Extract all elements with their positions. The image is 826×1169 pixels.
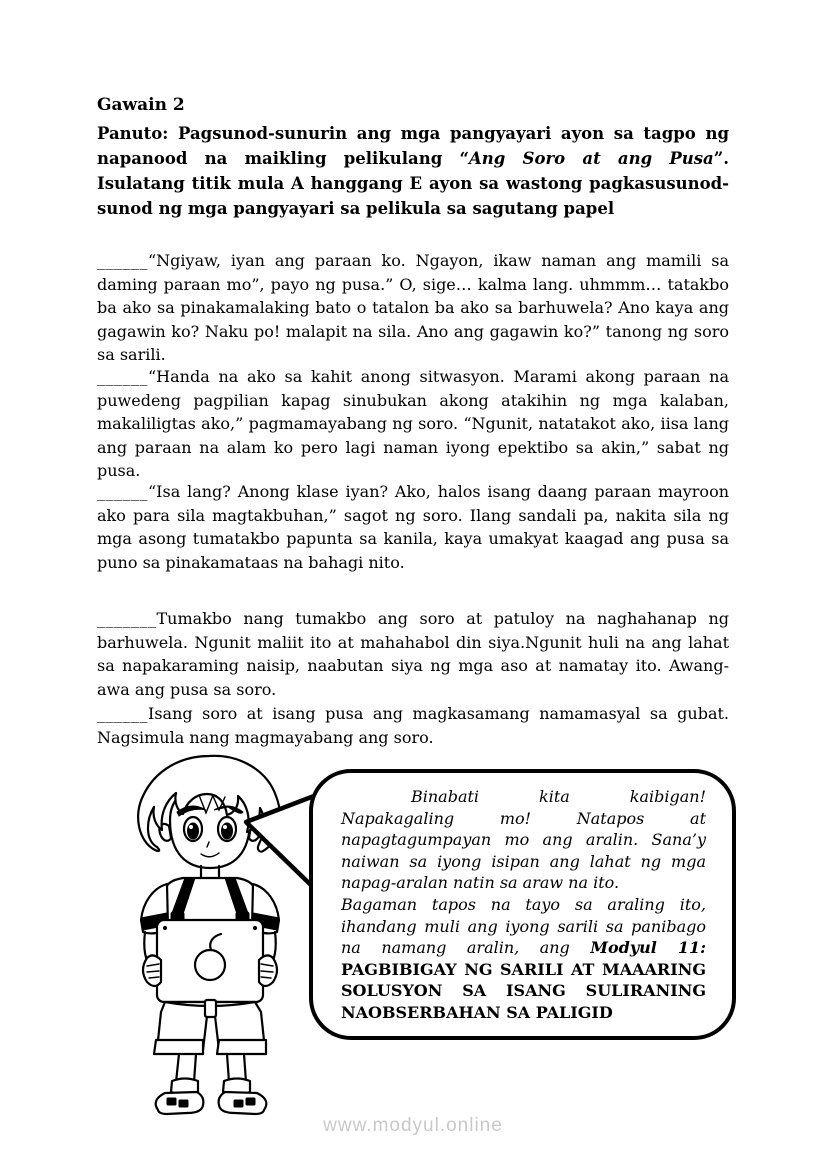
- instructions-paragraph: [97, 121, 729, 221]
- module-label: Modyul 11:: [590, 938, 706, 958]
- sequence-item-5: [97, 702, 729, 749]
- sequence-item-4: [97, 607, 729, 701]
- watermark-url: www.modyul.online: [323, 1115, 503, 1136]
- bubble-paragraph-2: [341, 894, 706, 1024]
- speech-bubble-tail: [240, 792, 316, 892]
- sequence-item-5-text: Isang soro at isang pusa ang magkasamang namamasyal sa gubat. Nagsimula nang magmayabang ang soro.: [97, 704, 729, 747]
- answer-blank-2: ______: [97, 367, 148, 386]
- module-title: PAGBIBIGAY NG SARILI AT MAAARING SOLUSYON SA ISANG SULIRANING NAOBSERBAHAN SA PALIGID: [341, 959, 706, 1022]
- instructions-prefix: Panuto: Pagsunod-sunurin ang mga pangyayari ayon sa tagpo ng napanood na maikling pelikulang “: [97, 124, 729, 168]
- sequence-item-4-text: Tumakbo nang tumakbo ang soro at patuloy na naghahanap ng barhuwela. Ngunit maliit ito at mahahabol din siya.Ngunit huli na ang lahat sa napakaraming naisip, naabutan siya ng mga aso at namatay ito. Awang-awa ang pusa sa soro.: [97, 609, 729, 699]
- bubble-paragraph-2-text: Bagaman tapos na tayo sa araling ito, ihandang muli ang iyong sarili sa panibago na namang aralin, ang: [341, 894, 706, 958]
- answer-blank-1: ______: [97, 251, 148, 270]
- instructions-suffix: ”. Isulatang titik mula A hanggang E ayon sa wastong pagkasusunod-sunod ng mga pangyayari sa pelikula sa sagutang papel: [97, 149, 730, 218]
- activity-heading: Gawain 2: [97, 95, 185, 115]
- sequence-item-2: [97, 365, 729, 483]
- bubble-paragraph-1: Binabati kita kaibigan! Napakagaling mo! Natapos at napagtagumpayan mo ang aralin. Sana’y naiwan sa iyong isipan ang lahat ng mga napag-aralan natin sa araw na ito.: [341, 787, 706, 893]
- sequence-item-3-text: “Isa lang? Anong klase iyan? Ako, halos isang daang paraan mayroon ako para sila magtakbuhan,” sagot ng soro. Ilang sandali pa, nakita sila ng mga asong tumatakbo papunta sa kanila, kaya umakyat kaagad ang pusa sa puno sa pinakamataas na bahagi nito.: [97, 482, 729, 572]
- answer-blank-5: ______: [97, 704, 148, 723]
- answer-blank-3: ______: [97, 482, 148, 501]
- sequence-item-3: [97, 480, 729, 574]
- sequence-item-1-text: “Ngiyaw, iyan ang paraan ko. Ngayon, ikaw naman ang mamili sa daming paraan mo”, payo ng pusa.” O, sige… kalma lang. uhmmm… tatakbo ba ako sa pinakamalaking bato o tatalon ba ako sa barhuwela? Ano kaya ang gagawin ko? Naku po! malapit na sila. Ano ang gagawin ko?” tanong ng soro sa sarili.: [97, 251, 729, 364]
- sequence-item-1: [97, 249, 729, 367]
- speech-bubble: [309, 769, 736, 1040]
- sequence-item-2-text: “Handa na ako sa kahit anong sitwasyon. Marami akong paraan na puwedeng pagpilian kapag sinubukan akong atakihin ng mga kalaban, makaliligtas ako,” pagmamayabang ng soro. “Ngunit, natatakot ako, iisa lang ang paraan na alam ko pero lagi naman iyong epektibo sa akin,” sabat ng pusa.: [97, 367, 729, 480]
- answer-blank-4: _______: [97, 609, 157, 628]
- movie-title: Ang Soro at ang Pusa: [468, 149, 714, 168]
